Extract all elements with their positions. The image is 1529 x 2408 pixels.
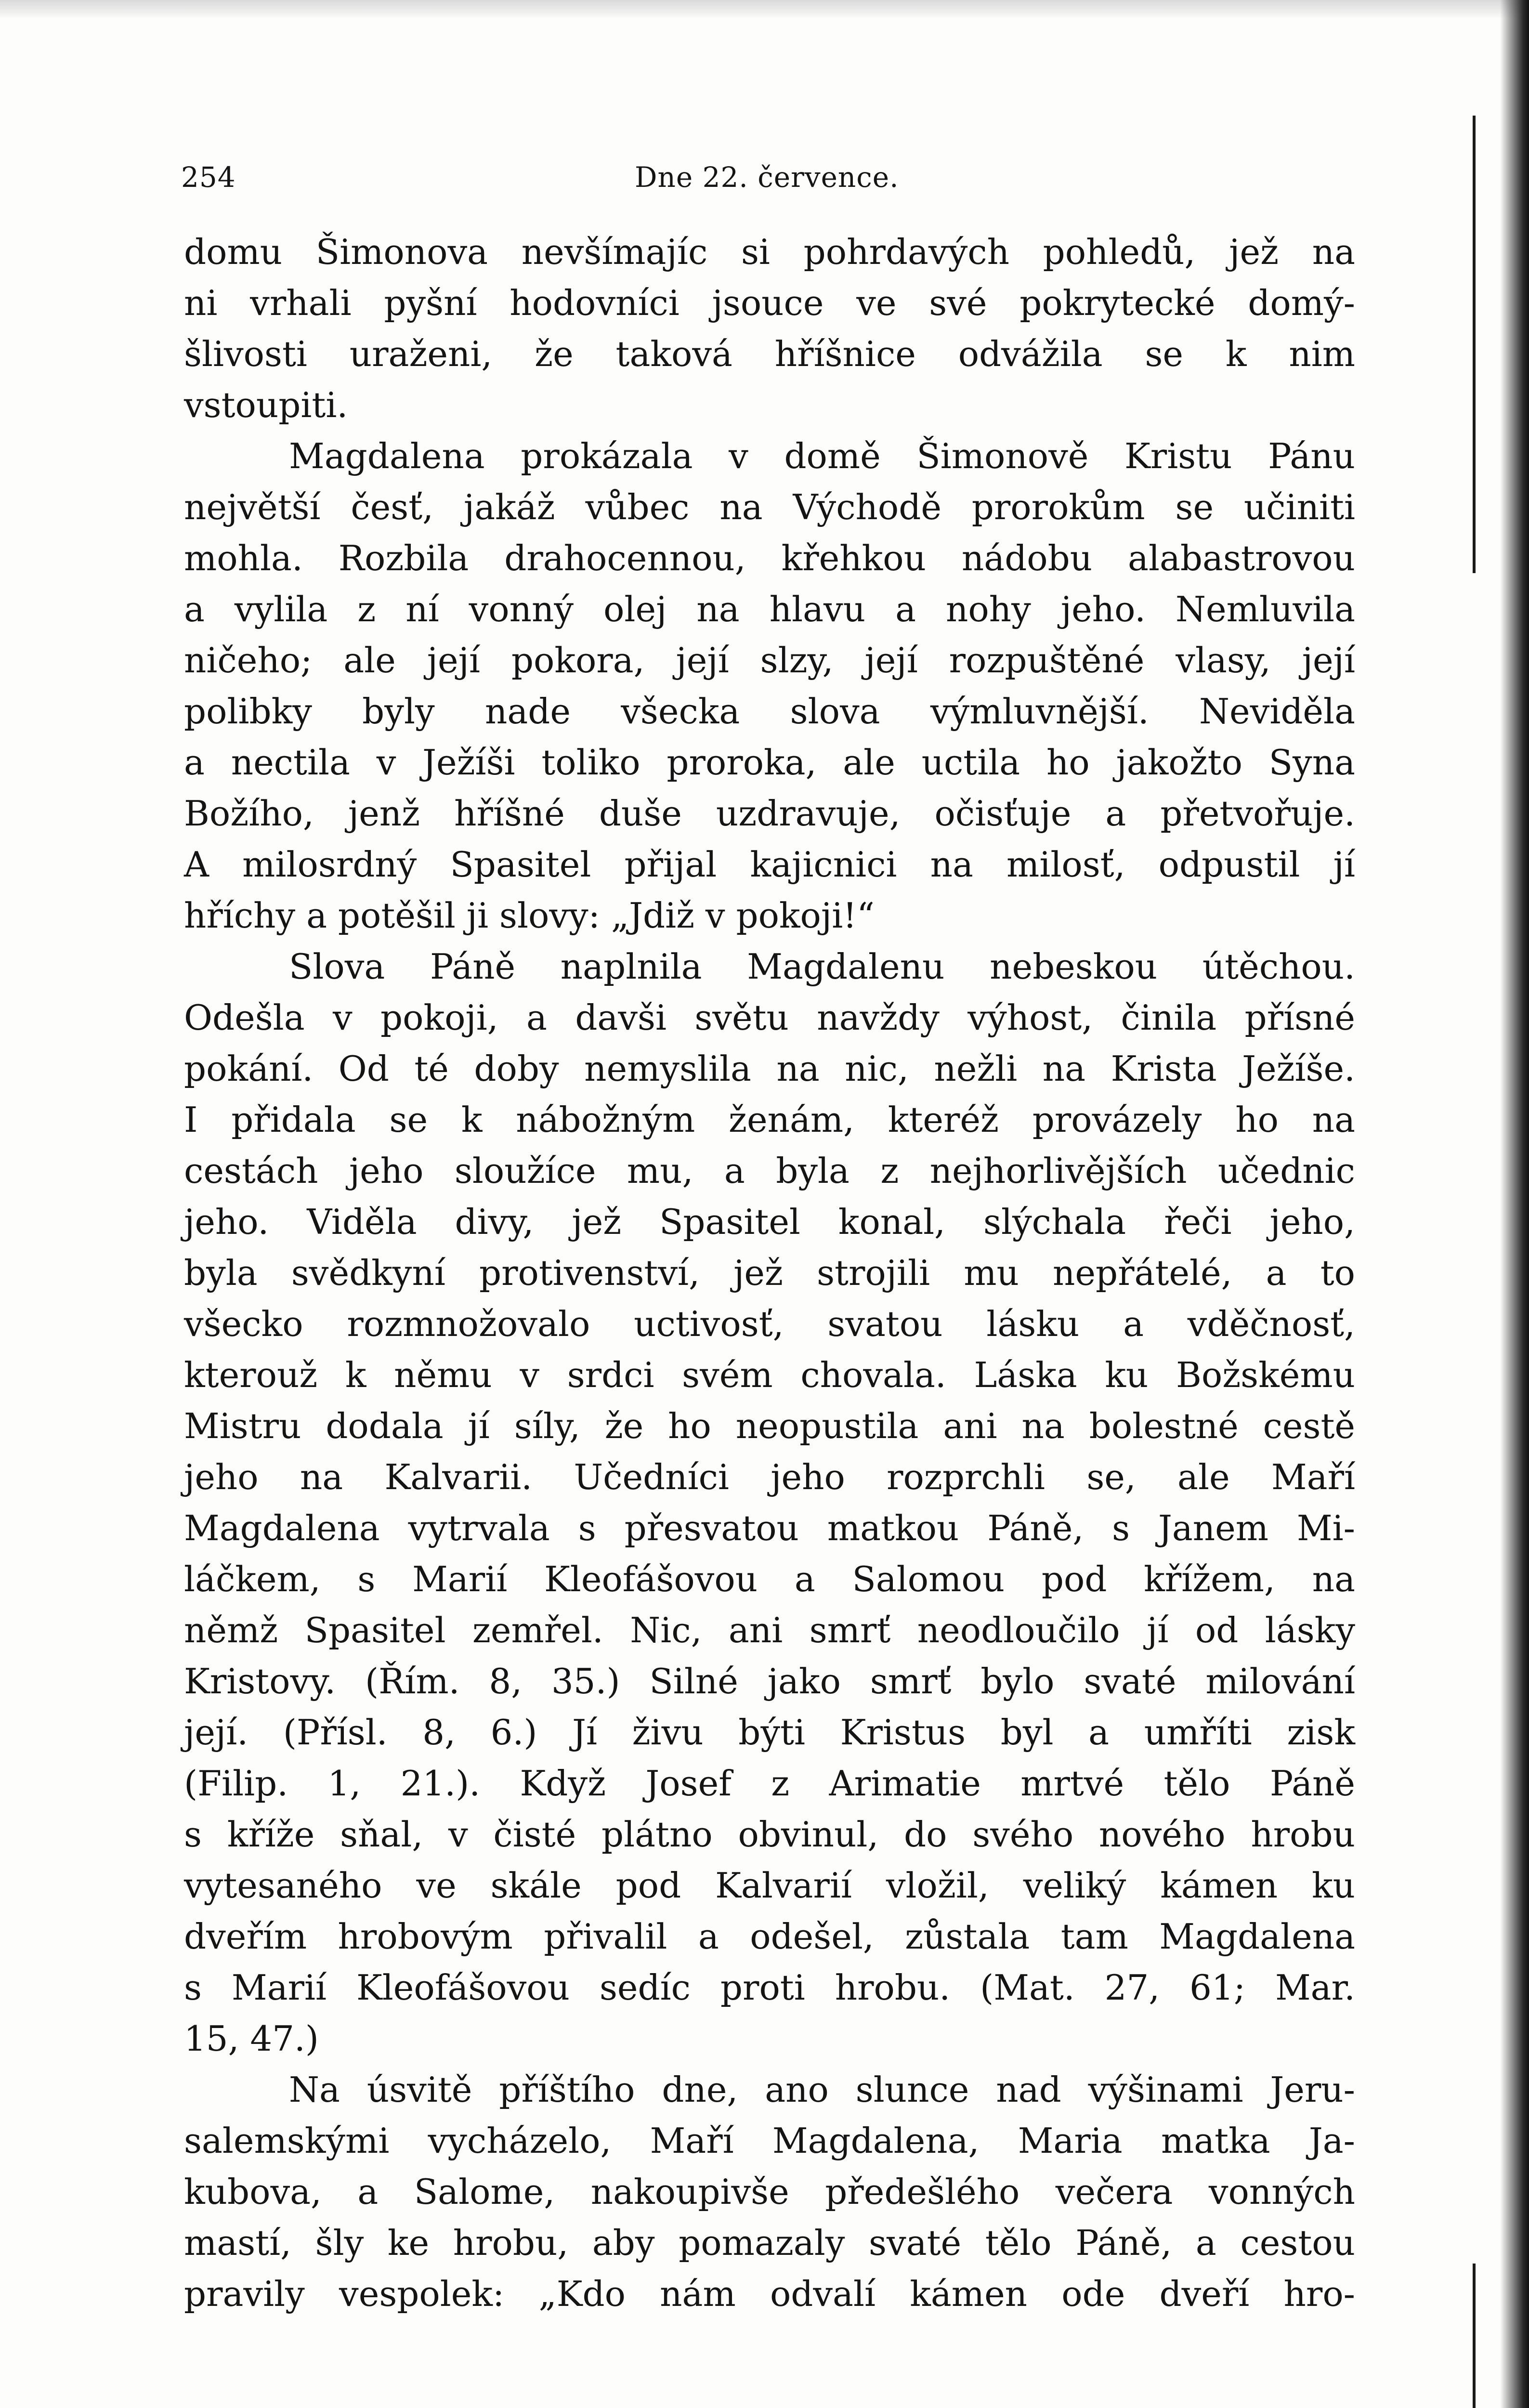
text-line: němž Spasitel zemřel. Nic, ani smrť neodloučilo jí od lásky: [184, 1610, 1355, 1650]
text-line: šlivosti uraženi, že taková hříšnice odvážila se k nim: [184, 334, 1355, 374]
text-line: největší česť, jakáž vůbec na Východě prorokům se učiniti: [184, 487, 1355, 527]
text-line: kubova, a Salome, nakoupivše předešlého večera vonných: [184, 2172, 1355, 2212]
text-line: hříchy a potěšil ji slovy: „Jdiž v pokoji!“: [184, 895, 875, 936]
text-line: Kristovy. (Řím. 8, 35.) Silné jako smrť bylo svaté milování: [184, 1661, 1355, 1701]
scan-border-line: [1473, 116, 1476, 573]
text-line: ničeho; ale její pokora, její slzy, její rozpuštěné vlasy, její: [184, 640, 1355, 681]
text-line: mohla. Rozbila drahocennou, křehkou nádobu alabastrovou: [184, 538, 1355, 578]
running-head: Dne 22. července.: [635, 161, 899, 194]
text-line: a vylila z ní vonný olej na hlavu a nohy jeho. Nemluvila: [184, 589, 1355, 629]
text-line: vstoupiti.: [184, 385, 348, 425]
text-line: vytesaného ve skále pod Kalvarií vložil, veliký kámen ku: [184, 1865, 1355, 1906]
text-line: 15, 47.): [184, 2018, 319, 2059]
body-text: [184, 226, 1355, 2319]
text-line: pokání. Od té doby nemyslila na nic, nežli na Krista Ježíše.: [184, 1048, 1355, 1089]
text-line: Magdalena prokázala v domě Šimonově Kristu Pánu: [289, 436, 1355, 476]
text-line: láčkem, s Marií Kleofášovou a Salomou pod křížem, na: [184, 1559, 1355, 1599]
text-line: všecko rozmnožovalo uctivosť, svatou lásku a vděčnosť,: [184, 1304, 1355, 1344]
scan-top-edge: [0, 0, 1529, 19]
text-line: její. (Přísl. 8, 6.) Jí živu býti Kristus byl a umříti zisk: [184, 1712, 1355, 1753]
text-line: s kříže sňal, v čisté plátno obvinul, do svého nového hrobu: [184, 1814, 1355, 1855]
text-line: dveřím hrobovým přivalil a odešel, zůstala tam Magdalena: [184, 1916, 1355, 1957]
text-line: Božího, jenž hříšné duše uzdravuje, očisťuje a přetvořuje.: [184, 793, 1355, 834]
text-line: mastí, šly ke hrobu, aby pomazaly svaté tělo Páně, a cestou: [184, 2223, 1355, 2263]
text-line: (Filip. 1, 21.). Když Josef z Arimatie mrtvé tělo Páně: [184, 1763, 1355, 1804]
text-line: Slova Páně naplnila Magdalenu nebeskou útěchou.: [289, 946, 1355, 987]
scan-border-line: [1473, 2264, 1476, 2408]
text-line: jeho na Kalvarii. Učedníci jeho rozprchli se, ale Maří: [184, 1457, 1355, 1497]
text-line: I přidala se k nábožným ženám, kteréž provázely ho na: [184, 1099, 1355, 1140]
scan-right-edge: [1500, 0, 1529, 2408]
text-line: pravily vespolek: „Kdo nám odvalí kámen ode dveří hro-: [184, 2274, 1355, 2314]
text-line: s Marií Kleofášovou sedíc proti hrobu. (Mat. 27, 61; Mar.: [184, 1967, 1355, 2008]
text-line: Na úsvitě příštího dne, ano slunce nad výšinami Jeru-: [289, 2069, 1355, 2110]
text-line: cestách jeho sloužíce mu, a byla z nejhorlivějších učednic: [184, 1151, 1355, 1191]
text-line: Mistru dodala jí síly, že ho neopustila ani na bolestné cestě: [184, 1406, 1355, 1446]
page-number: 254: [181, 161, 236, 194]
page-header: [181, 153, 1356, 201]
text-line: kterouž k němu v srdci svém chovala. Láska ku Božskému: [184, 1355, 1355, 1395]
text-line: salemskými vycházelo, Maří Magdalena, Maria matka Ja-: [184, 2120, 1355, 2161]
text-line: A milosrdný Spasitel přijal kajicnici na milosť, odpustil jí: [184, 844, 1355, 885]
text-line: jeho. Viděla divy, jež Spasitel konal, slýchala řeči jeho,: [184, 1202, 1355, 1242]
text-line: Odešla v pokoji, a davši světu navždy výhost, činila přísné: [184, 997, 1355, 1038]
text-line: polibky byly nade všecka slova výmluvnější. Neviděla: [184, 691, 1355, 732]
text-line: domu Šimonova nevšímajíc si pohrdavých pohledů, jež na: [184, 232, 1355, 272]
text-line: ni vrhali pyšní hodovníci jsouce ve své pokrytecké domý-: [184, 283, 1355, 323]
text-line: a nectila v Ježíši toliko proroka, ale uctila ho jakožto Syna: [184, 742, 1355, 783]
text-line: byla svědkyní protivenství, jež strojili mu nepřátelé, a to: [184, 1253, 1355, 1293]
text-line: Magdalena vytrvala s přesvatou matkou Páně, s Janem Mi-: [184, 1508, 1355, 1548]
